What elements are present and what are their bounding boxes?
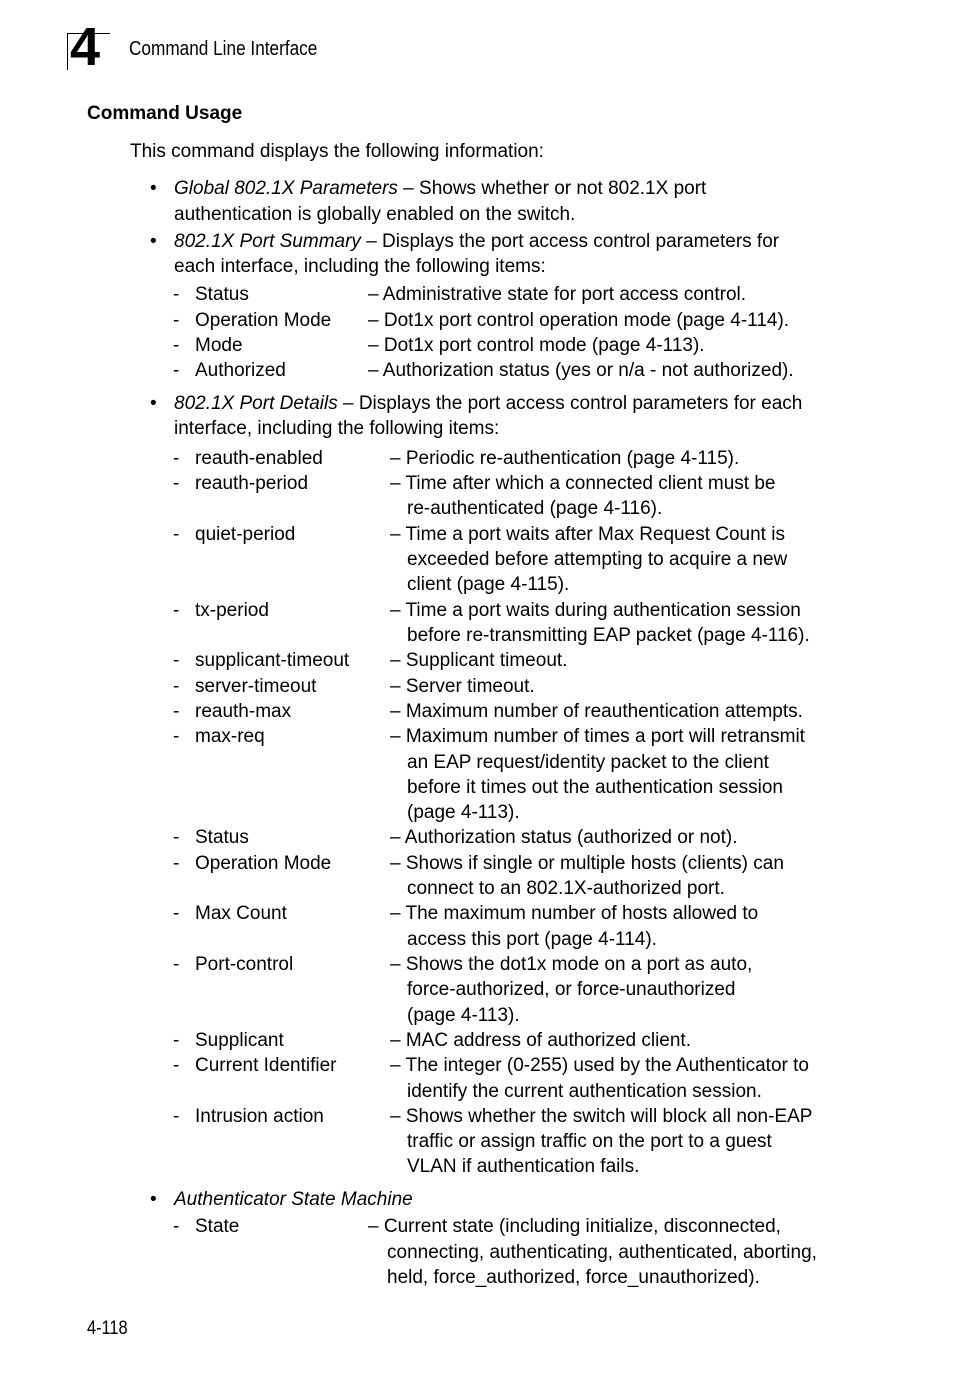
- item-desc-cont: connect to an 802.1X-authorized port.: [407, 878, 725, 899]
- item-dash: -: [173, 473, 180, 494]
- item-dash: -: [173, 1216, 180, 1237]
- item-name: quiet-period: [195, 524, 296, 545]
- item-dash: -: [173, 726, 180, 747]
- bullet-continuation: interface, including the following items:: [174, 418, 500, 439]
- item-desc-cont: before re-transmitting EAP packet (page 4-116).: [407, 625, 810, 646]
- item-dash: -: [173, 600, 180, 621]
- item-desc: – Time after which a connected client must be: [390, 473, 776, 494]
- item-name: Operation Mode: [195, 853, 332, 874]
- item-dash: -: [173, 335, 180, 356]
- item-name: Current Identifier: [195, 1055, 337, 1076]
- item-dash: -: [173, 1030, 180, 1051]
- item-dash: -: [173, 954, 180, 975]
- item-desc: – Maximum number of times a port will retransmit: [390, 726, 805, 747]
- item-dash: -: [173, 448, 180, 469]
- item-desc: – Authorization status (yes or n/a - not authorized).: [368, 360, 794, 381]
- item-desc-cont: before it times out the authentication session: [407, 777, 784, 798]
- bullet-term: 802.1X Port Details: [174, 393, 338, 414]
- item-desc-cont: traffic or assign traffic on the port to a guest: [407, 1131, 772, 1152]
- item-dash: -: [173, 284, 180, 305]
- bullet-marker: •: [150, 1189, 157, 1210]
- item-name: Max Count: [195, 903, 287, 924]
- item-name: Mode: [195, 335, 243, 356]
- page-number: 4-118: [87, 1318, 128, 1339]
- item-name: supplicant-timeout: [195, 650, 350, 671]
- item-name: Intrusion action: [195, 1106, 324, 1127]
- item-desc: – Dot1x port control operation mode (page 4-114).: [368, 310, 790, 331]
- item-desc: – Periodic re-authentication (page 4-115).: [390, 448, 740, 469]
- item-desc-cont: force-authorized, or force-unauthorized: [407, 979, 736, 1000]
- item-desc-cont: (page 4-113).: [407, 1005, 520, 1026]
- item-name: reauth-enabled: [195, 448, 323, 469]
- item-desc: – Server timeout.: [390, 676, 535, 697]
- item-desc-cont: exceeded before attempting to acquire a new: [407, 549, 788, 570]
- item-desc: – Current state (including initialize, disconnected,: [368, 1216, 781, 1237]
- item-name: tx-period: [195, 600, 269, 621]
- bullet-global-params: [174, 178, 706, 200]
- bullet-desc: – Displays the port access control parameters for each: [337, 393, 803, 414]
- chapter-number: 4: [70, 17, 100, 77]
- item-desc: – Shows the dot1x mode on a port as auto,: [390, 954, 753, 975]
- item-name: max-req: [195, 726, 265, 747]
- item-desc-cont: an EAP request/identity packet to the client: [407, 752, 769, 773]
- bullet-state-machine: [174, 1189, 413, 1211]
- bullet-marker: •: [150, 178, 157, 199]
- bullet-marker: •: [150, 393, 157, 414]
- item-dash: -: [173, 524, 180, 545]
- item-dash: -: [173, 310, 180, 331]
- item-desc: – The integer (0-255) used by the Authenticator to: [390, 1055, 809, 1076]
- bullet-marker: •: [150, 231, 157, 252]
- item-dash: -: [173, 1106, 180, 1127]
- item-name: Supplicant: [195, 1030, 284, 1051]
- item-desc: – MAC address of authorized client.: [390, 1030, 691, 1051]
- item-dash: -: [173, 701, 180, 722]
- intro-paragraph: This command displays the following information:: [130, 141, 544, 162]
- item-name: Authorized: [195, 360, 286, 381]
- item-dash: -: [173, 903, 180, 924]
- item-dash: -: [173, 1055, 180, 1076]
- item-desc-cont: connecting, authenticating, authenticated, aborting,: [387, 1242, 817, 1263]
- item-dash: -: [173, 650, 180, 671]
- item-desc: – Time a port waits during authentication session: [390, 600, 801, 621]
- item-desc: – Authorization status (authorized or not).: [390, 827, 738, 848]
- item-desc: – Dot1x port control mode (page 4-113).: [368, 335, 705, 356]
- running-header-title: Command Line Interface: [129, 38, 318, 60]
- item-desc-cont: identify the current authentication session.: [407, 1081, 762, 1102]
- item-name: reauth-max: [195, 701, 292, 722]
- item-name: reauth-period: [195, 473, 309, 494]
- item-desc: – Shows if single or multiple hosts (clients) can: [390, 853, 784, 874]
- item-desc-cont: access this port (page 4-114).: [407, 929, 657, 950]
- item-name: Status: [195, 827, 249, 848]
- item-name: Status: [195, 284, 249, 305]
- item-desc-cont: VLAN if authentication fails.: [407, 1156, 640, 1177]
- bullet-port-summary: [174, 231, 779, 253]
- bullet-term: 802.1X Port Summary: [174, 231, 361, 252]
- bullet-continuation: authentication is globally enabled on the switch.: [174, 204, 576, 225]
- item-dash: -: [173, 853, 180, 874]
- item-desc: – Shows whether the switch will block all non-EAP: [390, 1106, 813, 1127]
- item-desc: – Time a port waits after Max Request Count is: [390, 524, 785, 545]
- item-desc-cont: (page 4-113).: [407, 802, 520, 823]
- bullet-term: Authenticator State Machine: [174, 1189, 413, 1210]
- item-name: Operation Mode: [195, 310, 332, 331]
- item-desc: – Maximum number of reauthentication attempts.: [390, 701, 803, 722]
- item-desc-cont: held, force_authorized, force_unauthorized).: [387, 1267, 760, 1288]
- item-desc-cont: re-authenticated (page 4-116).: [407, 498, 663, 519]
- item-desc-cont: client (page 4-115).: [407, 574, 570, 595]
- bullet-desc: – Shows whether or not 802.1X port: [397, 178, 707, 199]
- item-dash: -: [173, 360, 180, 381]
- item-desc: – Supplicant timeout.: [390, 650, 568, 671]
- bullet-port-details: [174, 393, 802, 415]
- item-desc: – The maximum number of hosts allowed to: [390, 903, 759, 924]
- item-name: Port-control: [195, 954, 294, 975]
- bullet-continuation: each interface, including the following items:: [174, 256, 546, 277]
- item-name: State: [195, 1216, 240, 1237]
- bullet-desc: – Displays the port access control parameters for: [360, 231, 780, 252]
- section-heading: Command Usage: [87, 103, 243, 124]
- item-desc: – Administrative state for port access control.: [368, 284, 747, 305]
- bullet-term: Global 802.1X Parameters: [174, 178, 398, 199]
- item-dash: -: [173, 676, 180, 697]
- item-name: server-timeout: [195, 676, 317, 697]
- item-dash: -: [173, 827, 180, 848]
